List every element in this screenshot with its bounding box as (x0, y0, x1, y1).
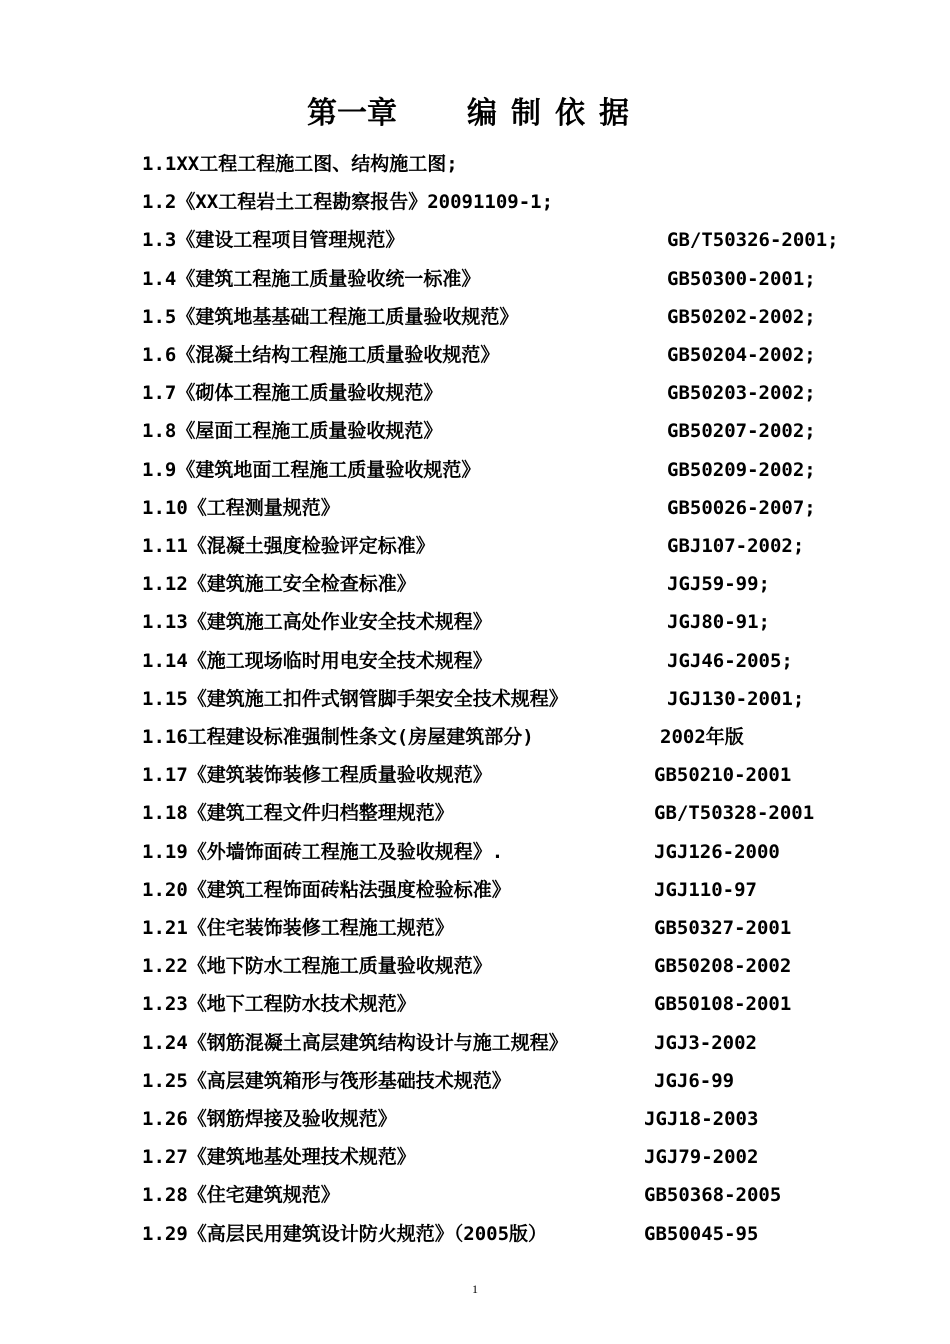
reference-title: 1.26《钢筋焊接及验收规范》 (142, 1108, 397, 1130)
standard-code: GB50207-2002; (667, 420, 816, 443)
reference-title: 1.19《外墙饰面砖工程施工及验收规程》. (142, 840, 504, 863)
reference-item (142, 302, 842, 332)
reference-item (142, 951, 842, 981)
reference-item (142, 684, 842, 714)
standard-code: GB50108-2001 (654, 993, 792, 1016)
reference-title: 1.7《砌体工程施工质量验收规范》 (142, 382, 443, 405)
standard-code: GB50204-2002; (667, 344, 816, 366)
reference-item (142, 760, 842, 790)
reference-item (142, 989, 842, 1019)
page-number: 1 (472, 1282, 478, 1296)
reference-item (142, 378, 842, 408)
reference-item (142, 225, 842, 255)
reference-item (142, 531, 842, 561)
standard-code: GB50026-2007; (667, 496, 816, 519)
reference-item (142, 455, 842, 485)
reference-item (142, 569, 842, 599)
reference-item (142, 1180, 842, 1210)
reference-item (142, 646, 842, 676)
reference-title: 1.6《混凝土结构工程施工质量验收规范》 (142, 344, 500, 366)
reference-item (142, 875, 842, 905)
standard-code: GBJ107-2002; (667, 535, 805, 557)
reference-title: 1.22《地下防水工程施工质量验收规范》 (142, 955, 492, 978)
reference-title: 1.17《建筑装饰装修工程质量验收规范》 (142, 764, 492, 787)
reference-title: 1.23《地下工程防水技术规范》 (142, 993, 416, 1016)
reference-title: 1.5《建筑地基基础工程施工质量验收规范》 (142, 305, 519, 328)
reference-item (142, 264, 842, 294)
reference-item (142, 1219, 842, 1249)
reference-item (142, 1104, 842, 1134)
reference-title: 1.3《建设工程项目管理规范》 (142, 229, 405, 252)
standard-code: 2002年版 (660, 726, 744, 748)
reference-item (142, 1028, 842, 1058)
standard-code: GB50208-2002 (654, 955, 792, 978)
reference-title: 1.11《混凝土强度检验评定标准》 (142, 535, 435, 557)
reference-title: 1.2《XX工程岩土工程勘察报告》20091109-1; (142, 191, 554, 214)
reference-title: 1.14《施工现场临时用电安全技术规程》 (142, 649, 492, 672)
chapter-title (0, 88, 950, 132)
reference-item (142, 913, 842, 943)
standard-code: GB50210-2001 (654, 764, 792, 787)
standard-code: JGJ46-2005; (667, 649, 793, 672)
reference-title: 1.10《工程测量规范》 (142, 496, 340, 519)
standard-code: GB50300-2001; (667, 267, 816, 290)
standard-code: JGJ130-2001; (667, 687, 805, 710)
reference-title: 1.13《建筑施工高处作业安全技术规程》 (142, 611, 492, 634)
standard-code: GB/T50326-2001; (667, 229, 839, 252)
standard-code: GB50202-2002; (667, 305, 816, 328)
standard-code: GB50368-2005 (644, 1184, 782, 1207)
reference-title: 1.25《高层建筑箱形与筏形基础技术规范》 (142, 1069, 511, 1092)
reference-title: 1.15《建筑施工扣件式钢管脚手架安全技术规程》 (142, 687, 568, 710)
reference-item (142, 1142, 842, 1172)
reference-title: 1.1XX工程工程施工图、结构施工图; (142, 153, 458, 175)
reference-item (142, 798, 842, 828)
reference-title: 1.9《建筑地面工程施工质量验收规范》 (142, 458, 481, 481)
standard-code: JGJ80-91; (667, 611, 770, 634)
reference-item (142, 1066, 842, 1096)
reference-title: 1.27《建筑地基处理技术规范》 (142, 1146, 416, 1169)
standard-code: JGJ6-99 (654, 1069, 735, 1092)
standard-code: GB50203-2002; (667, 382, 816, 405)
standard-code: GB50045-95 (644, 1222, 759, 1245)
reference-title: 1.28《住宅建筑规范》 (142, 1184, 340, 1207)
reference-item (142, 187, 842, 217)
standard-code: JGJ18-2003 (644, 1108, 759, 1130)
reference-title: 1.18《建筑工程文件归档整理规范》 (142, 802, 454, 825)
reference-title: 1.8《屋面工程施工质量验收规范》 (142, 420, 443, 443)
chapter-heading: 编制依据 (467, 96, 643, 131)
reference-title: 1.24《钢筋混凝土高层建筑结构设计与施工规程》 (142, 1031, 568, 1054)
standard-code: GB/T50328-2001 (654, 802, 815, 825)
standard-code: JGJ110-97 (654, 878, 757, 901)
reference-item (142, 416, 842, 446)
chapter-number: 第一章 (307, 96, 397, 131)
reference-item (142, 837, 842, 867)
reference-title: 1.21《住宅装饰装修工程施工规范》 (142, 917, 454, 939)
reference-item (142, 607, 842, 637)
reference-item (142, 722, 842, 752)
reference-title: 1.29《高层民用建筑设计防火规范》（2005版） (142, 1222, 548, 1245)
reference-title: 1.20《建筑工程饰面砖粘法强度检验标准》 (142, 878, 511, 901)
standard-code: GB50327-2001 (654, 917, 792, 939)
standard-code: JGJ59-99; (667, 573, 770, 596)
reference-item (142, 493, 842, 523)
standard-code: JGJ126-2000 (654, 840, 780, 863)
reference-item (142, 340, 842, 370)
standard-code: JGJ79-2002 (644, 1146, 759, 1169)
standard-code: JGJ3-2002 (654, 1031, 757, 1054)
standard-code: GB50209-2002; (667, 458, 816, 481)
reference-title: 1.4《建筑工程施工质量验收统一标准》 (142, 267, 481, 290)
reference-item (142, 149, 842, 179)
reference-title: 1.16工程建设标准强制性条文(房屋建筑部分) (142, 726, 534, 748)
reference-title: 1.12《建筑施工安全检查标准》 (142, 573, 416, 596)
